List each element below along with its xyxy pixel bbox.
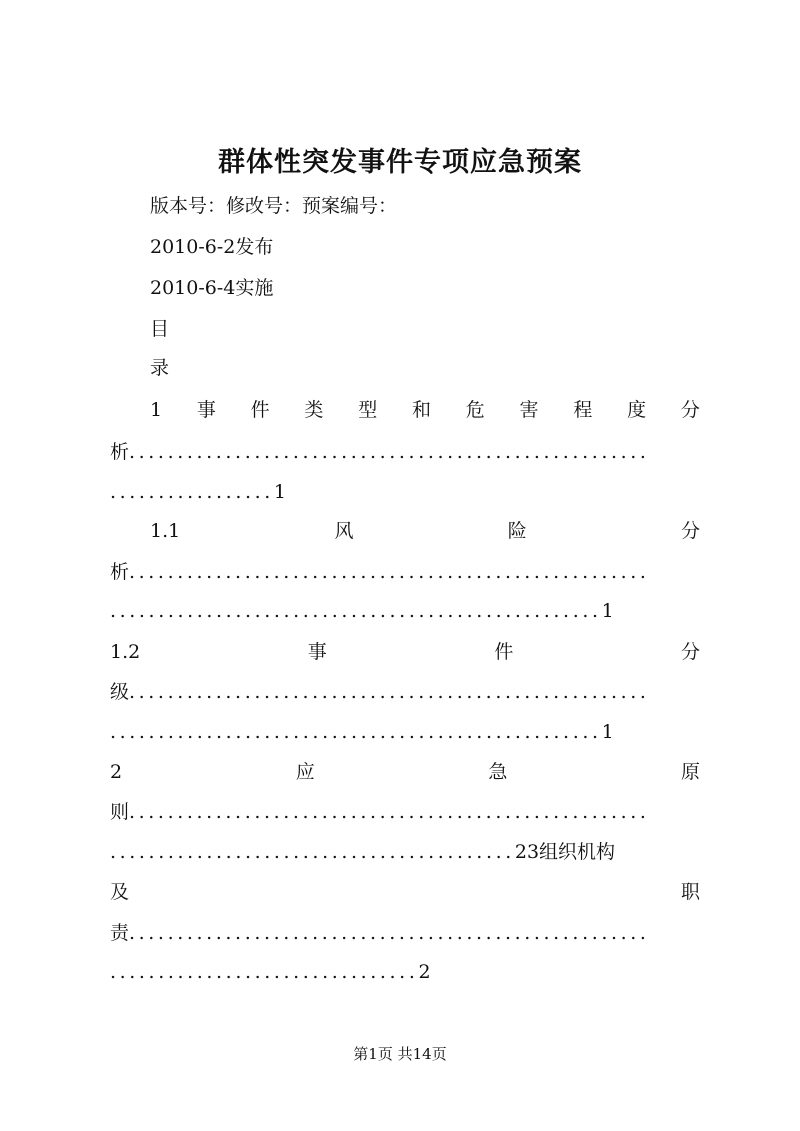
toc-entry-1-char: 件: [250, 399, 270, 421]
toc-entry-5-page-number: 2: [418, 961, 431, 983]
toc-entry-2-char: 风: [334, 520, 354, 542]
toc-entry-2-dots: ......................................................: [129, 561, 650, 583]
document-title: 群体性突发事件专项应急预案: [218, 147, 582, 178]
toc-entry-1-tail-line: [110, 480, 715, 504]
toc-entry-3-dots: ......................................................: [129, 681, 650, 703]
toc-entry-1-page-number: 1: [273, 481, 286, 503]
toc-entry-2-lead-char: 析: [110, 561, 130, 583]
issue-date-line: 2010-6-2发布: [150, 236, 274, 258]
toc-entry-1-char: 危: [465, 399, 485, 421]
toc-entry-1-char: 事: [196, 399, 216, 421]
toc-entry-5-lead-char: 责: [110, 922, 130, 944]
toc-entry-4-dots: ......................................................: [129, 801, 650, 823]
toc-entry-5-heading: [110, 880, 700, 904]
toc-entry-4-lead-char: 则: [110, 801, 130, 823]
toc-entry-1-lead-char: 析: [110, 441, 130, 463]
toc-entry-4-char: 应: [295, 761, 315, 783]
toc-entry-5-char: 及: [110, 881, 130, 903]
toc-entry-3-tail-dots: ...................................................: [110, 721, 602, 743]
toc-entry-1-tail-dots: .................: [110, 481, 274, 503]
version-line: 版本号：修改号：预案编号：: [150, 195, 398, 217]
toc-entry-5-leader-line: [110, 921, 715, 945]
toc-entry-3-char: 事: [307, 641, 327, 663]
toc-entry-4-heading: [110, 760, 700, 784]
toc-heading-char-1: 目: [150, 318, 170, 340]
toc-entry-1-char: 和: [411, 399, 431, 421]
toc-entry-1-heading: [150, 398, 700, 422]
effective-date-line: 2010-6-4实施: [150, 277, 274, 299]
toc-entry-3-char: 件: [494, 641, 514, 663]
toc-entry-3-leader-line: [110, 680, 715, 704]
toc-entry-4-page-number: 23组织机构: [514, 841, 616, 863]
toc-heading-char-2: 录: [150, 357, 170, 379]
toc-entry-2-tail-line: [110, 599, 715, 623]
toc-entry-2-number: 1.1: [150, 520, 181, 542]
toc-entry-2-page-number: 1: [601, 600, 614, 622]
page-footer: 第1页 共14页: [353, 1045, 447, 1063]
toc-entry-2-heading: [150, 519, 700, 543]
toc-entry-2-char: 分: [680, 520, 700, 542]
toc-entry-1-char: 分: [680, 399, 700, 421]
toc-entry-1-number: 1: [150, 399, 163, 421]
toc-entry-3-tail-line: [110, 720, 715, 744]
toc-entry-5-tail-dots: ................................: [110, 961, 419, 983]
toc-entry-1-leader-line: [110, 440, 715, 464]
toc-entry-5-dots: ......................................................: [129, 922, 650, 944]
toc-entry-1-dots: ......................................................: [129, 441, 650, 463]
toc-entry-4-number: 2: [110, 761, 123, 783]
toc-entry-4-char: 急: [488, 761, 508, 783]
toc-entry-5-tail-line: [110, 960, 715, 984]
toc-entry-4-leader-line: [110, 800, 715, 824]
toc-entry-4-tail-line: [110, 840, 715, 864]
toc-entry-1-char: 型: [358, 399, 378, 421]
toc-entry-2-tail-dots: ...................................................: [110, 600, 602, 622]
toc-entry-1-char: 度: [627, 399, 647, 421]
toc-entry-2-char: 险: [507, 520, 527, 542]
toc-entry-3-number: 1.2: [110, 641, 141, 663]
toc-entry-1-char: 类: [304, 399, 324, 421]
toc-entry-1-char: 程: [573, 399, 593, 421]
toc-entry-3-char: 分: [680, 641, 700, 663]
toc-entry-3-lead-char: 级: [110, 681, 130, 703]
toc-entry-2-leader-line: [110, 560, 715, 584]
toc-entry-3-page-number: 1: [601, 721, 614, 743]
toc-entry-5-char: 职: [680, 881, 700, 903]
toc-entry-1-char: 害: [519, 399, 539, 421]
toc-entry-4-char: 原: [680, 761, 700, 783]
toc-entry-4-tail-dots: ..........................................: [110, 841, 515, 863]
toc-entry-3-heading: [110, 640, 700, 664]
